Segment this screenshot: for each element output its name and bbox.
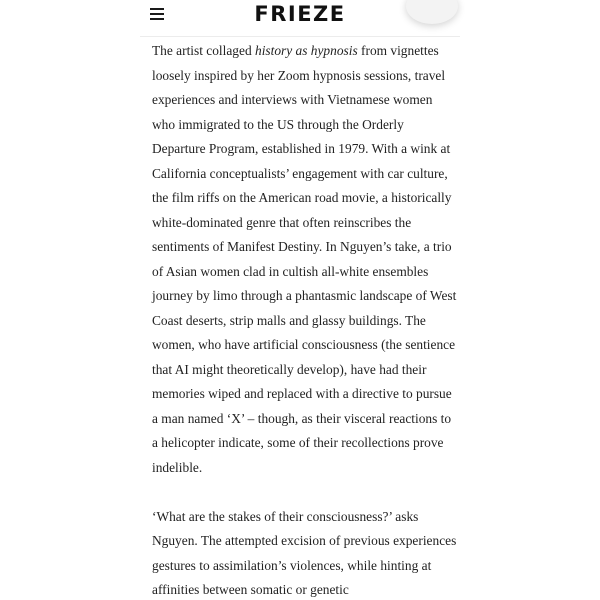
article-paragraph: ‘What are the stakes of their consciousness?’ asks Nguyen. The attempted excision of previous experiences gestures to assimilation’s violences, while hinting at affinities between somatic or genetic [152,508,457,597]
site-logo[interactable]: FRIEZE [254,2,346,26]
article-body [152,39,457,600]
site-header [140,0,460,37]
paragraph-text: The artist collaged [152,43,255,58]
artwork-title: history as hypnosis [255,43,358,58]
article-paragraph [152,39,457,480]
paragraph-text: from vignettes loosely inspired by her Zoom hypnosis sessions, travel experiences and interviews with Vietnamese women who immigrated to the US through the Orderly Departure Program, established in 1979. With a wink at California conceptualists’ engagement with car culture, the film riffs on the American road movie, a historically white-dominated genre that often reinscribes the sentiments of Manifest Destiny. In Nguyen’s take, a trio of Asian women clad in cultish all-white ensembles journey by limo through a phantasmic landscape of West Coast deserts, strip malls and glassy buildings. The women, who have artificial consciousness (the sentience that AI might theoretically develop), have had their memories wiped and replaced with a directive to pursue a man named ‘X’ – though, as their visceral reactions to a helicopter indicate, some of their recollections prove indelible. [152,43,457,475]
